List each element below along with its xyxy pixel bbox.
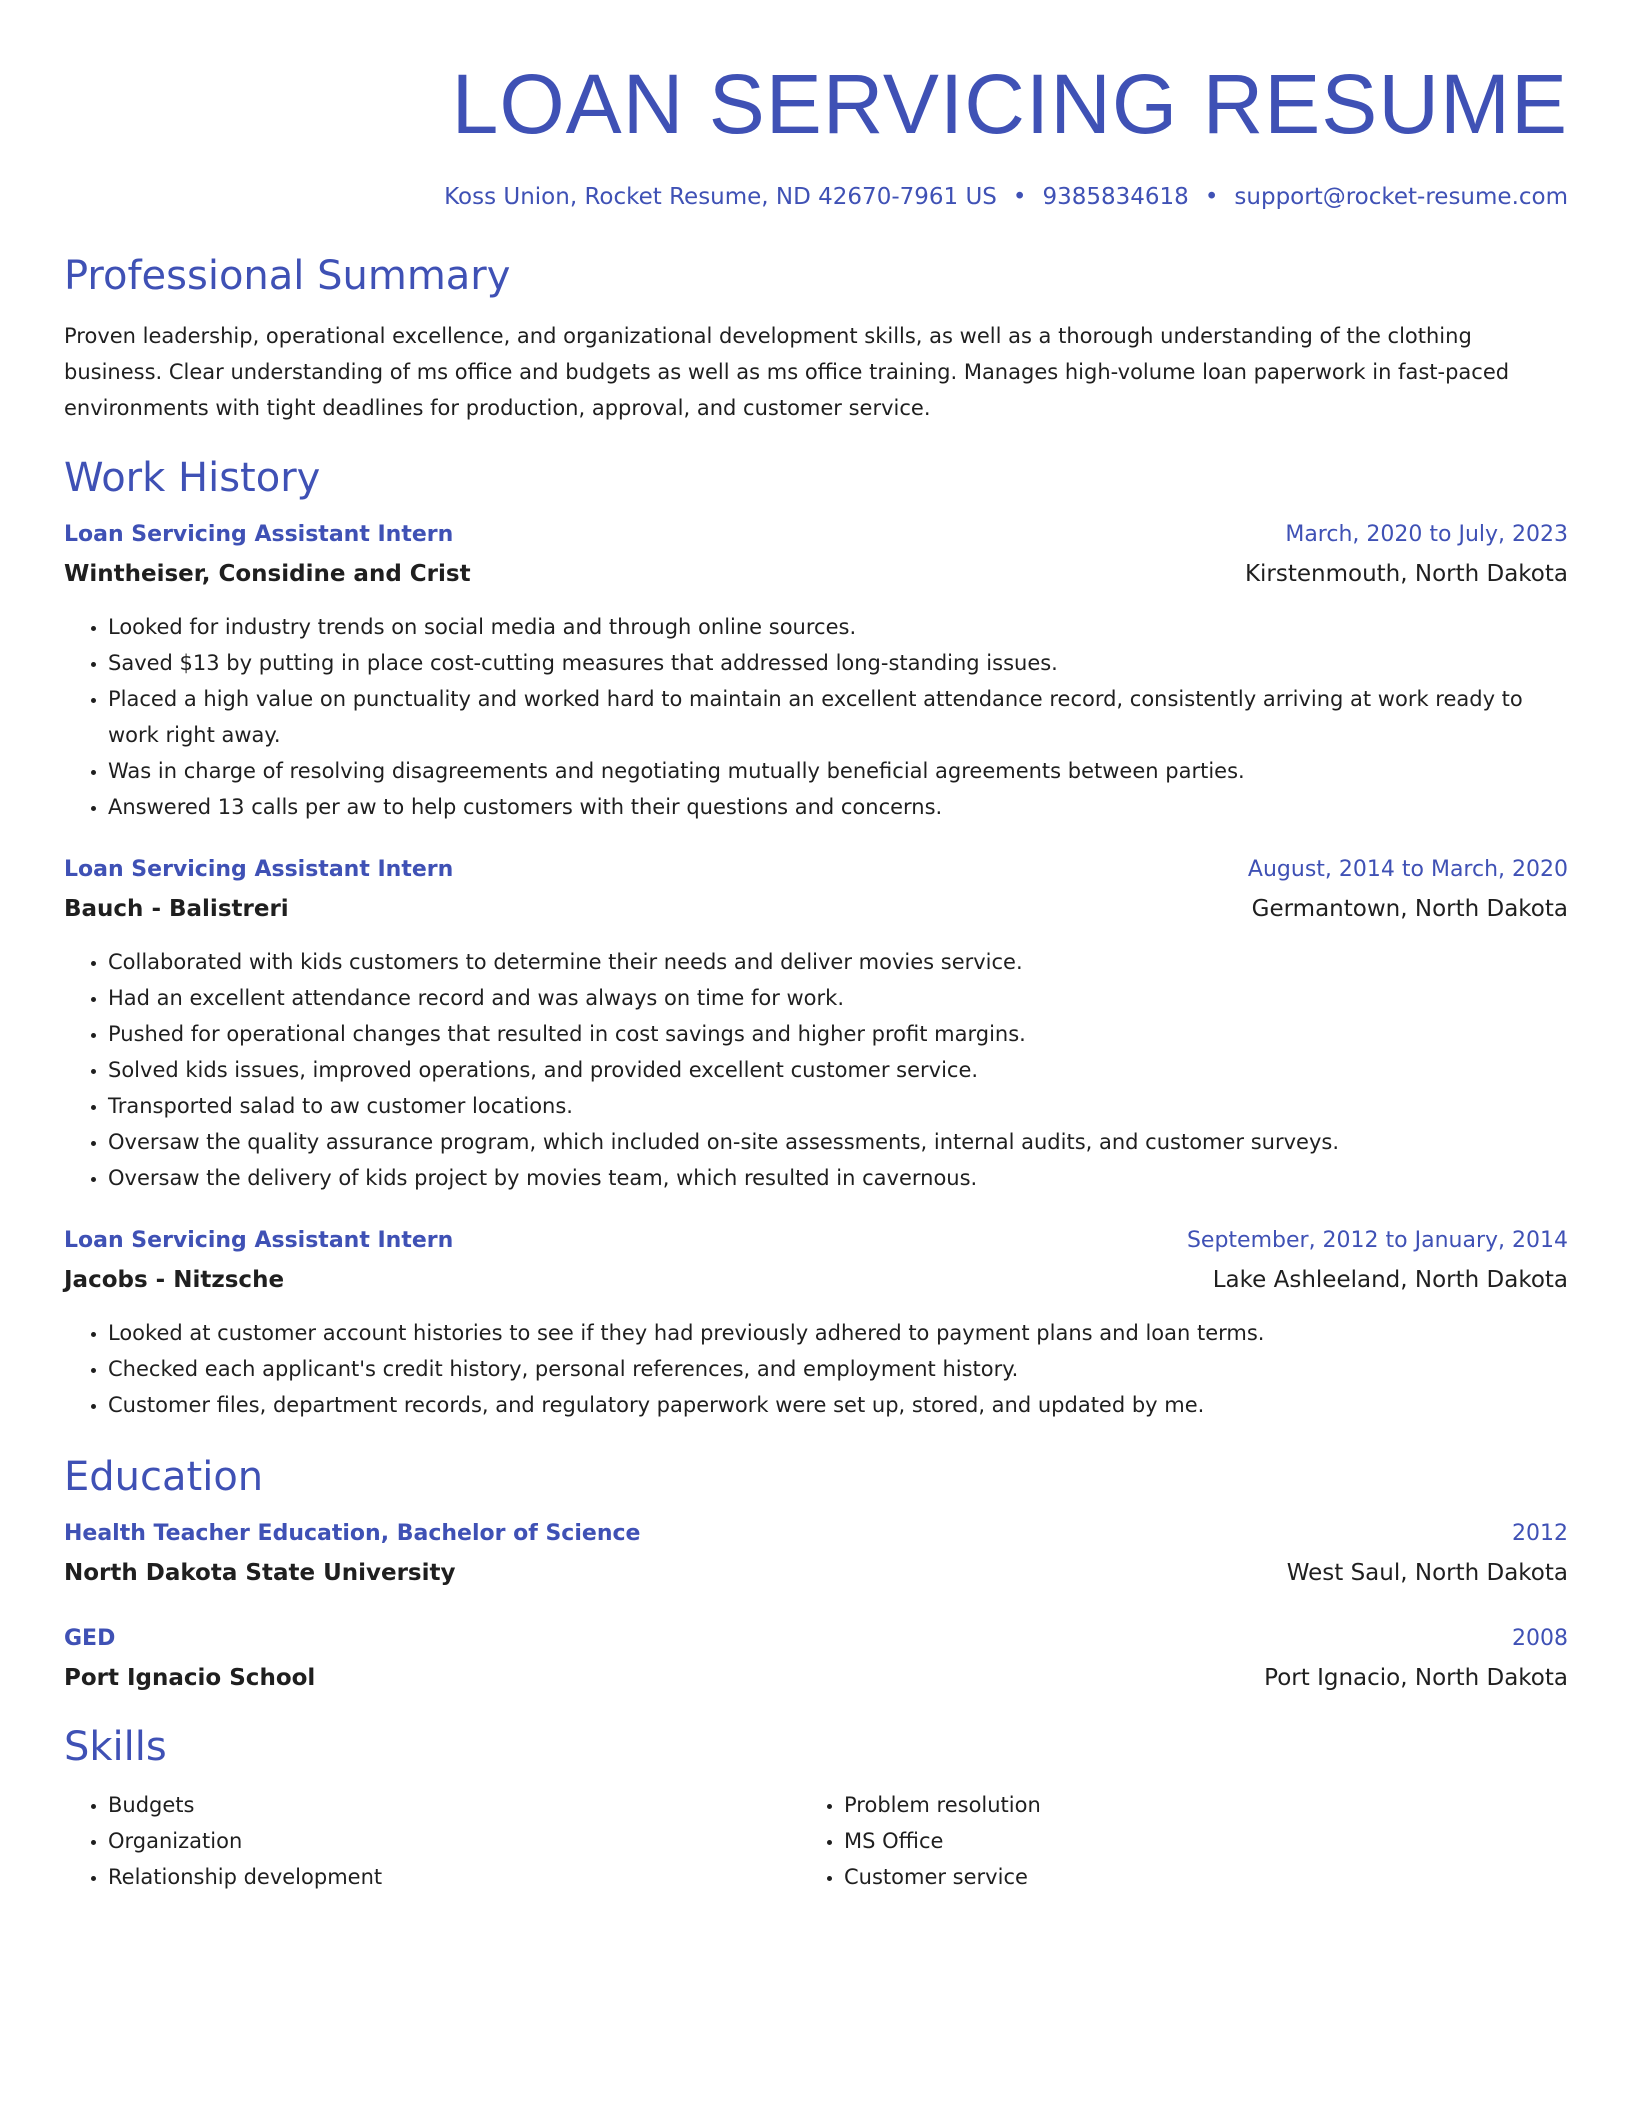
skill-item: • Problem resolution [844, 1787, 1536, 1823]
skills-heading: Skills [64, 1724, 167, 1770]
job-location: Kirstenmouth, North Dakota [1244, 561, 1568, 587]
job-dates: August, 2014 to March, 2020 [1247, 857, 1568, 882]
contact-address: Koss Union, Rocket Resume, ND 42670-7961 US [444, 184, 997, 210]
job-bullet: • Looked at customer account histories to see if they had previously adhered to payment plans and loan terms. [108, 1315, 1568, 1351]
job-bullets [64, 1315, 1568, 1423]
contact-email: support@rocket-resume.com [1234, 184, 1568, 210]
job-company: Jacobs - Nitzsche [64, 1267, 285, 1293]
job-bullet: • Collaborated with kids customers to determine their needs and deliver movies service. [108, 944, 1568, 980]
skill-item: • MS Office [844, 1823, 1536, 1859]
job-title: Loan Servicing Assistant Intern [64, 857, 454, 882]
job-dates: September, 2012 to January, 2014 [1186, 1228, 1568, 1253]
education-school: Port Ignacio School [64, 1665, 316, 1691]
skills-column-left [64, 1787, 800, 1895]
job-bullet: • Was in charge of resolving disagreements and negotiating mutually beneficial agreements between parties. [108, 753, 1568, 789]
job-bullet: • Had an excellent attendance record and was always on time for work. [108, 980, 1568, 1016]
job-bullets [64, 944, 1568, 1196]
education-degree: Health Teacher Education, Bachelor of Science [64, 1521, 641, 1546]
skill-item: • Relationship development [108, 1859, 800, 1895]
job-entry [64, 855, 1568, 1196]
skill-item: • Organization [108, 1823, 800, 1859]
job-bullet: • Pushed for operational changes that resulted in cost savings and higher profit margins. [108, 1016, 1568, 1052]
job-location: Germantown, North Dakota [1251, 896, 1568, 922]
education-entry [64, 1519, 1568, 1588]
job-bullet: • Placed a high value on punctuality and worked hard to maintain an excellent attendance record, consistently arriving at work ready to work right away. [108, 681, 1568, 753]
contact-phone: 9385834618 [1042, 184, 1189, 210]
education-year: 2008 [1512, 1626, 1568, 1651]
skill-item: • Customer service [844, 1859, 1536, 1895]
job-title: Loan Servicing Assistant Intern [64, 1228, 454, 1253]
contact-separator: • [1204, 184, 1219, 210]
education-entry [64, 1624, 1568, 1693]
job-bullet: • Oversaw the delivery of kids project by movies team, which resulted in cavernous. [108, 1160, 1568, 1196]
work-history-heading: Work History [64, 455, 321, 501]
job-bullets [64, 609, 1568, 825]
education-year: 2012 [1512, 1521, 1568, 1546]
summary-heading: Professional Summary [64, 253, 511, 299]
education-location: West Saul, North Dakota [1286, 1560, 1568, 1586]
job-bullet: • Customer files, department records, and regulatory paperwork were set up, stored, and updated by me. [108, 1387, 1568, 1423]
education-degree: GED [64, 1626, 116, 1651]
job-bullet: • Solved kids issues, improved operations, and provided excellent customer service. [108, 1052, 1568, 1088]
job-location: Lake Ashleeland, North Dakota [1212, 1267, 1568, 1293]
summary-text: Proven leadership, operational excellence, and organizational development skills, as well as a thorough understanding of the clothing business. Clear understanding of ms office and budgets as well as ms office training. Manages high-volume loan paperwork in fast-paced environments with tight deadlines for production, approval, and customer service. [64, 324, 1510, 420]
job-bullet: • Transported salad to aw customer locations. [108, 1088, 1568, 1124]
job-bullet: • Answered 13 calls per aw to help customers with their questions and concerns. [108, 789, 1568, 825]
job-bullet: • Looked for industry trends on social media and through online sources. [108, 609, 1568, 645]
contact-separator: • [1012, 184, 1027, 210]
job-entry [64, 1226, 1568, 1423]
education-school: North Dakota State University [64, 1560, 456, 1586]
job-company: Bauch - Balistreri [64, 896, 289, 922]
skill-item: • Budgets [108, 1787, 800, 1823]
resume-name: LOAN SERVICING RESUME [451, 57, 1568, 151]
job-bullet: • Oversaw the quality assurance program, which included on-site assessments, internal audits, and customer surveys. [108, 1124, 1568, 1160]
contact-line [64, 182, 1568, 212]
job-dates: March, 2020 to July, 2023 [1285, 522, 1568, 547]
job-bullet: • Saved $13 by putting in place cost-cutting measures that addressed long-standing issues. [108, 645, 1568, 681]
skills-column-right [800, 1787, 1536, 1895]
job-company: Wintheiser, Considine and Crist [64, 561, 471, 587]
job-entry [64, 520, 1568, 825]
job-title: Loan Servicing Assistant Intern [64, 522, 454, 547]
education-location: Port Ignacio, North Dakota [1264, 1665, 1568, 1691]
job-bullet: • Checked each applicant's credit history, personal references, and employment history. [108, 1351, 1568, 1387]
skills-list [64, 1787, 1568, 1895]
education-heading: Education [64, 1454, 264, 1500]
